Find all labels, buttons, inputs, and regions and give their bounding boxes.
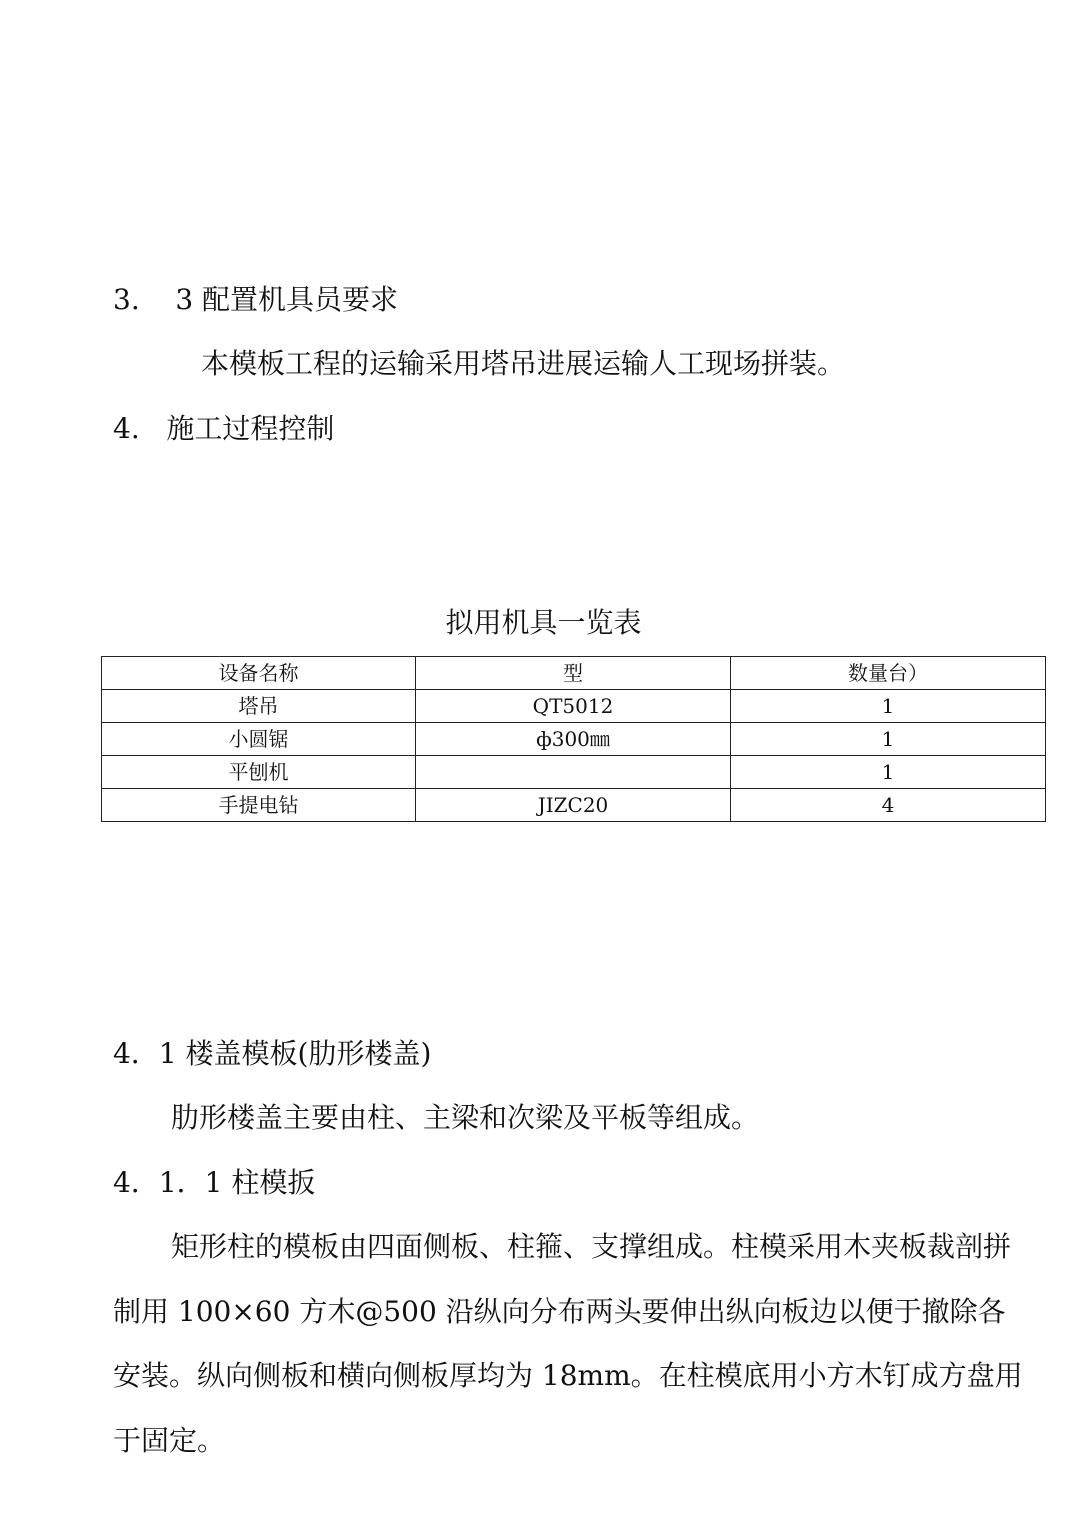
cell-model [416, 756, 731, 789]
section-4-1-heading: 4．1 楼盖模板(肋形楼盖) [113, 1037, 432, 1070]
table-header-row [102, 657, 1046, 690]
section-3-3-heading: 3. 3 配置机具员要求 [113, 283, 399, 316]
cell-model: JIZC20 [416, 789, 731, 822]
cell-device-name: 塔吊 [102, 690, 416, 723]
cell-device-name: 手提电钻 [102, 789, 416, 822]
equipment-table [101, 656, 1046, 822]
table-row [102, 789, 1046, 822]
section-4-1-body: 肋形楼盖主要由柱、主梁和次梁及平板等组成。 [171, 1101, 760, 1134]
section-4-1-1-line-2: 制用 100×60 方木@500 沿纵向分布两头要伸出纵向板边以便于撤除各 [113, 1295, 1006, 1328]
section-3-3-body: 本模板工程的运输采用塔吊进展运输人工现场拼装。 [201, 347, 846, 380]
header-quantity: 数量台） [731, 657, 1046, 690]
cell-quantity: 4 [731, 789, 1046, 822]
table-row [102, 723, 1046, 756]
header-model: 型 [416, 657, 731, 690]
section-4-1-1-line-4: 于固定。 [113, 1424, 226, 1457]
table-row [102, 756, 1046, 789]
cell-model: QT5012 [416, 690, 731, 723]
section-4-1-1-heading: 4．1．1 柱模扳 [113, 1166, 316, 1199]
table-title: 拟用机具一览表 [445, 606, 642, 639]
cell-quantity: 1 [731, 756, 1046, 789]
cell-quantity: 1 [731, 690, 1046, 723]
cell-model: ф300㎜ [416, 723, 731, 756]
header-device-name: 设备名称 [102, 657, 416, 690]
section-4-1-1-line-3: 安装。纵向侧板和横向侧板厚均为 18mm。在柱模底用小方木钉成方盘用 [113, 1359, 1023, 1392]
cell-device-name: 小圆锯 [102, 723, 416, 756]
section-4-1-1-line-1: 矩形柱的模板由四面侧板、柱箍、支撑组成。柱模采用木夹板裁剖拼 [171, 1230, 1012, 1263]
section-4-heading: 4. 施工过程控制 [113, 412, 335, 445]
table-row [102, 690, 1046, 723]
cell-quantity: 1 [731, 723, 1046, 756]
cell-device-name: 平刨机 [102, 756, 416, 789]
